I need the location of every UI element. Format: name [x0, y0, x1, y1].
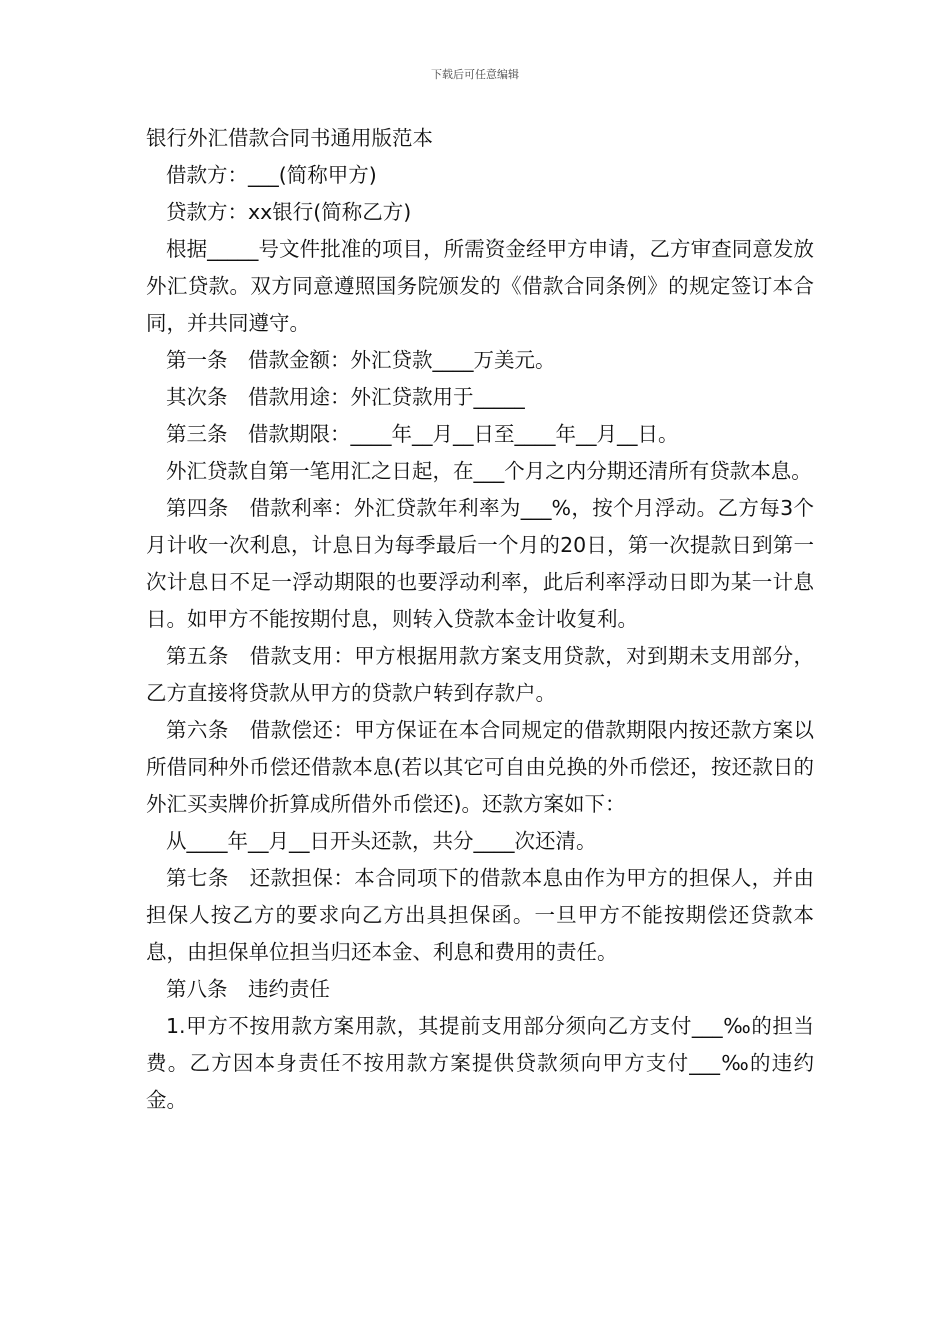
- article-2-purpose: 其次条 借款用途：外汇贷款用于_____: [166, 385, 525, 409]
- article-8-liability: 第八条 违约责任: [166, 977, 330, 1001]
- article-7-guarantee: 第七条 还款担保：本合同项下的借款本息由作为甲方的担保人，并由担保人按乙方的要求向乙方出具担保函。一旦甲方不能按期偿还贷款本息，由担保单位担当归还本金、利息和费用的责任。: [146, 866, 814, 964]
- document-body: [146, 120, 814, 1119]
- paragraph-repayment-schedule: 从____年__月__日开头还款，共分____次还清。: [166, 829, 597, 853]
- clause-8-1: 1.甲方不按用款方案用款，其提前支用部分须向乙方支付___‰的担当费。乙方因本身责任不按用款方案提供贷款须向甲方支付___‰的违约金。: [146, 1014, 814, 1112]
- paragraph-lender: 贷款方：xx银行(简称乙方): [166, 200, 412, 224]
- paragraph-repayment-period: 外汇贷款自第一笔用汇之日起，在___个月之内分期还清所有贷款本息。: [166, 459, 812, 483]
- article-5-drawdown: 第五条 借款支用：甲方根据用款方案支用贷款，对到期未支用部分，乙方直接将贷款从甲方的贷款户转到存款户。: [146, 644, 814, 705]
- article-6-repayment: 第六条 借款偿还：甲方保证在本合同规定的借款期限内按还款方案以所借同种外币偿还借款本息(若以其它可自由兑换的外币偿还，按还款日的外汇买卖牌价折算成所借外币偿还)。还款方案如下：: [146, 718, 814, 816]
- document-title: 银行外汇借款合同书通用版范本: [146, 126, 433, 150]
- article-1-amount: 第一条 借款金额：外汇贷款____万美元。: [166, 348, 556, 372]
- paragraph-preamble: 根据_____号文件批准的项目，所需资金经甲方申请，乙方审查同意发放外汇贷款。双方同意遵照国务院颁发的《借款合同条例》的规定签订本合同，并共同遵守。: [146, 237, 814, 335]
- article-4-interest: 第四条 借款利率：外汇贷款年利率为___%，按个月浮动。乙方每3个月计收一次利息，计息日为每季最后一个月的20日，第一次提款日到第一次计息日不足一浮动期限的也要浮动利率，此后利率浮动日即为某一计息日。如甲方不能按期付息，则转入贷款本金计收复利。: [146, 496, 814, 631]
- paragraph-borrower: 借款方：___(简称甲方): [166, 163, 377, 187]
- header-note: 下载后可任意编辑: [431, 68, 519, 81]
- article-3-term: 第三条 借款期限：____年__月__日至____年__月__日。: [166, 422, 679, 446]
